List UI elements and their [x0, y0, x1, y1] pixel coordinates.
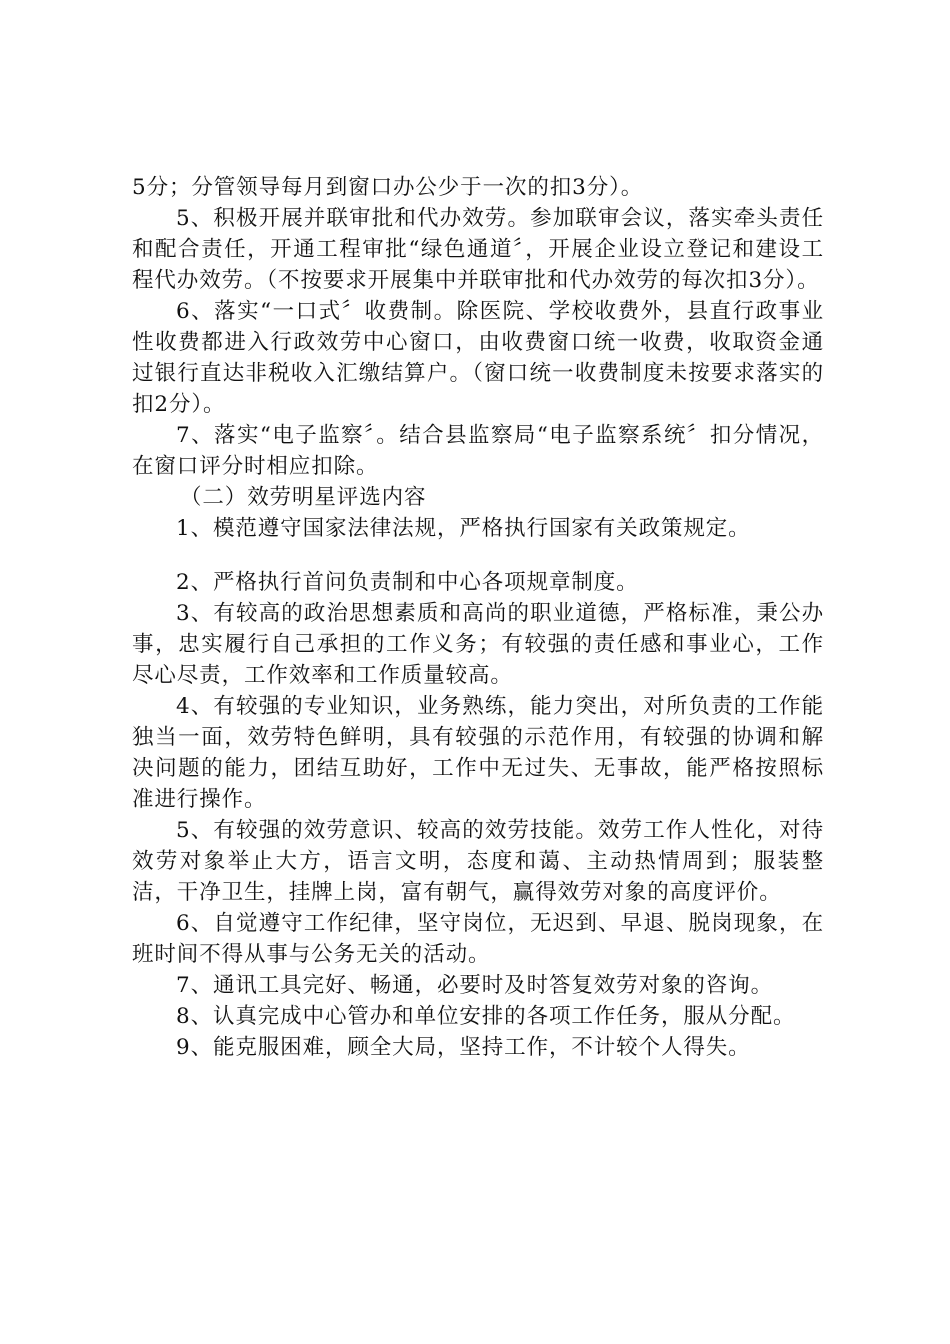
section-heading-service-star: （二）效劳明星评选内容	[180, 485, 427, 510]
paragraph-star-1: 1、模范遵守国家法律法规，严格执行国家有关政策规定。	[176, 516, 751, 541]
document-body	[132, 172, 824, 1063]
paragraph-item-5-parallel-approval: 5、积极开展并联审批和代办效劳。参加联审会议，落实牵头责任和配合责任，开通工程审批“绿色通道〞，开展企业设立登记和建设工程代办效劳。（不按要求开展集中并联审批和代办效劳的每次扣3分）。	[132, 206, 824, 293]
paragraph-item-7-e-supervision: 7、落实“电子监察〞。结合县监察局“电子监察系统〞扣分情况，在窗口评分时相应扣除。	[132, 423, 824, 479]
paragraph-continuation: 5分；分管领导每月到窗口办公少于一次的扣3分）。	[132, 175, 644, 200]
paragraph-star-4: 4、有较强的专业知识，业务熟练，能力突出，对所负责的工作能独当一面，效劳特色鲜明，具有较强的示范作用，有较强的协调和解决问题的能力，团结互助好，工作中无过失、无事故，能严格按照标准进行操作。	[132, 694, 824, 812]
paragraph-star-8: 8、认真完成中心管办和单位安排的各项工作任务，服从分配。	[176, 1004, 796, 1029]
paragraph-star-5: 5、有较强的效劳意识、较高的效劳技能。效劳工作人性化，对待效劳对象举止大方，语言文明，态度和蔼、主动热情周到；服装整洁，干净卫生，挂牌上岗，富有朝气，赢得效劳对象的高度评价。	[132, 818, 824, 905]
paragraph-star-7: 7、通讯工具完好、畅通，必要时及时答复效劳对象的咨询。	[176, 973, 773, 998]
paragraph-star-3: 3、有较高的政治思想素质和高尚的职业道德，严格标准，秉公办事，忠实履行自己承担的工作义务；有较强的责任感和事业心，工作尽心尽责，工作效率和工作质量较高。	[132, 601, 824, 688]
paragraph-star-6: 6、自觉遵守工作纪律，坚守岗位，无迟到、早退、脱岗现象，在班时间不得从事与公务无关的活动。	[132, 911, 824, 967]
paragraph-item-6-one-stop-fees: 6、落实“一口式〞收费制。除医院、学校收费外，县直行政事业性收费都进入行政效劳中心窗口，由收费窗口统一收费，收取资金通过银行直达非税收入汇缴结算户。（窗口统一收费制度未按要求落实的扣2分）。	[132, 299, 824, 417]
paragraph-star-9: 9、能克服困难，顾全大局，坚持工作，不计较个人得失。	[176, 1035, 751, 1060]
paragraph-star-2: 2、严格执行首问负责制和中心各项规章制度。	[176, 570, 639, 595]
